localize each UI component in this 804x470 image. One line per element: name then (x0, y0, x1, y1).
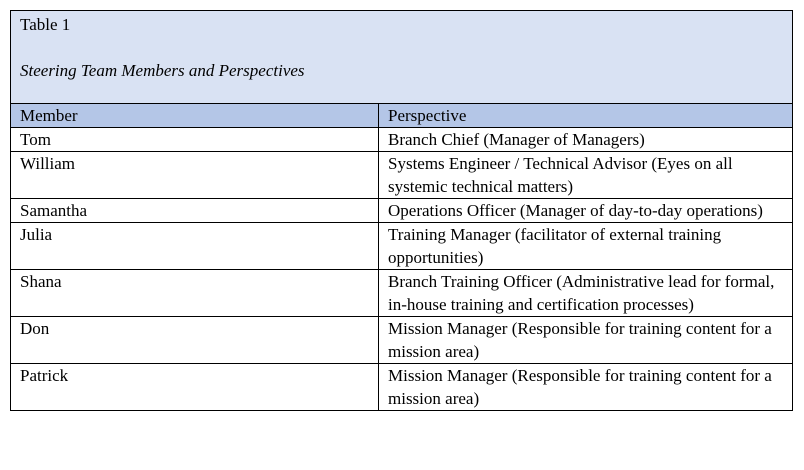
perspective-cell: Branch Chief (Manager of Managers) (379, 128, 793, 152)
table-row (11, 364, 792, 411)
member-cell: Shana (11, 270, 379, 317)
perspective-cell: Systems Engineer / Technical Advisor (Eyes on all systemic technical matters) (379, 152, 793, 199)
steering-team-table (10, 10, 793, 411)
member-cell: Don (11, 317, 379, 364)
table-row (11, 199, 792, 223)
table-caption (11, 11, 792, 104)
member-cell: Patrick (11, 364, 379, 411)
table-row (11, 317, 792, 364)
table-row (11, 128, 792, 152)
table-row (11, 152, 792, 199)
member-cell: William (11, 152, 379, 199)
header-row (11, 104, 792, 128)
table-title: Steering Team Members and Perspectives (20, 61, 305, 80)
perspective-cell: Mission Manager (Responsible for training content for a mission area) (379, 317, 793, 364)
member-cell: Tom (11, 128, 379, 152)
members-table (11, 104, 792, 410)
table-row (11, 270, 792, 317)
column-header-perspective: Perspective (379, 104, 793, 128)
perspective-cell: Training Manager (facilitator of external training opportunities) (379, 223, 793, 270)
table-number: Table 1 (20, 15, 71, 34)
column-header-member: Member (11, 104, 379, 128)
perspective-cell: Mission Manager (Responsible for training content for a mission area) (379, 364, 793, 411)
member-cell: Samantha (11, 199, 379, 223)
perspective-cell: Operations Officer (Manager of day-to-day operations) (379, 199, 793, 223)
member-cell: Julia (11, 223, 379, 270)
table-row (11, 223, 792, 270)
perspective-cell: Branch Training Officer (Administrative lead for formal, in-house training and certification processes) (379, 270, 793, 317)
